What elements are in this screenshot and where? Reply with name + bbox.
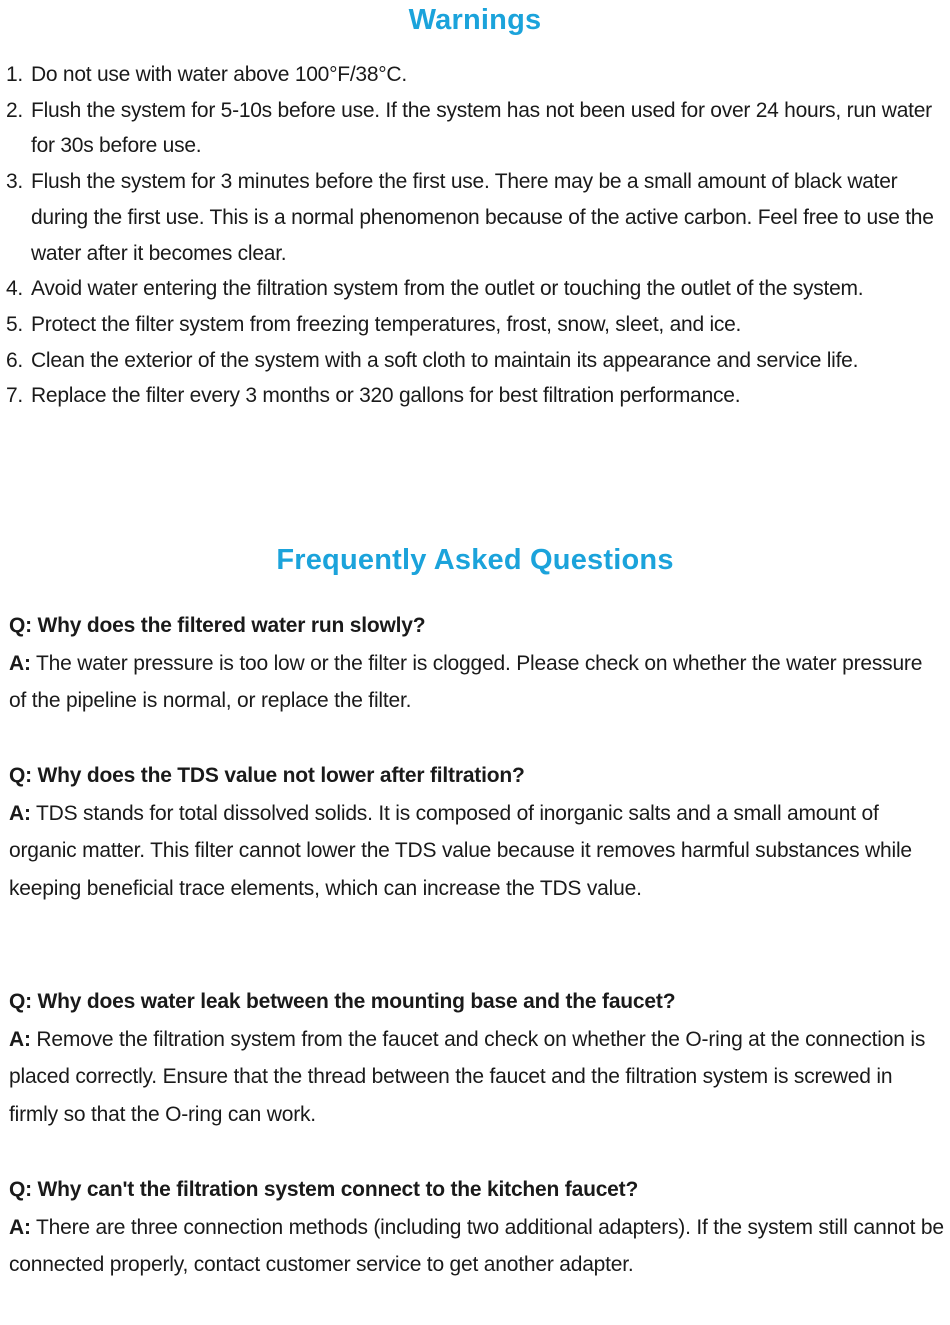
warning-text: Flush the system for 3 minutes before the first use. There may be a small amount of black water during the first use. This is a normal phenomenon because of the active carbon. Feel free to use the water after it becomes clear. (31, 170, 934, 265)
warning-text: Clean the exterior of the system with a soft cloth to maintain its appearance and service life. (31, 348, 859, 372)
faq-answer-text: The water pressure is too low or the filter is clogged. Please check on whether the water pressure of the pipeline is normal, or replace the filter. (9, 651, 923, 713)
warning-text: Do not use with water above 100°F/38°C. (31, 63, 407, 86)
warning-text: Avoid water entering the filtration system from the outlet or touching the outlet of the system. (31, 277, 864, 301)
faq-answer-text: TDS stands for total dissolved solids. It is composed of inorganic salts and a small amount of organic matter. This filter cannot lower the TDS value because it removes harmful substances while keeping beneficial trace elements, which can increase the TDS value. (9, 801, 912, 900)
faq-answer-label: A: (9, 1215, 31, 1239)
warning-text: Flush the system for 5-10s before use. If the system has not been used for over 24 hours, run water for 30s before use. (31, 98, 932, 158)
warning-number: 4. (6, 277, 24, 301)
warning-number: 2. (6, 98, 24, 122)
warnings-list (6, 57, 950, 414)
faq-item (9, 1171, 944, 1284)
faq-answer (9, 1021, 944, 1134)
faq-item (9, 983, 944, 1133)
warnings-title: Warnings (408, 4, 542, 36)
warning-text: Replace the filter every 3 months or 320 gallons for best filtration performance. (31, 384, 741, 408)
faq-answer-label: A: (9, 651, 31, 675)
faq-answer-label: A: (9, 1027, 31, 1051)
faq-item (9, 607, 944, 720)
faq-answer-label: A: (9, 801, 31, 825)
warning-item (6, 307, 950, 343)
faq-question: Q: Why does the TDS value not lower after filtration? (9, 764, 525, 787)
faq-answer-text: There are three connection methods (including two additional adapters). If the system still cannot be connected properly, contact customer service to get another adapter. (9, 1215, 944, 1277)
faq-answer-text: Remove the filtration system from the faucet and check on whether the O-ring at the connection is placed correctly. Ensure that the thread between the faucet and the filtration system is screwed in firmly so that the O-ring can work. (9, 1027, 926, 1126)
faq-question: Q: Why does water leak between the mounting base and the faucet? (9, 990, 676, 1013)
warning-number: 1. (6, 63, 24, 86)
faq-answer (9, 1209, 944, 1284)
warning-item (6, 271, 950, 307)
warning-number: 5. (6, 312, 24, 336)
faq-answer (9, 795, 944, 908)
warning-item (6, 57, 950, 93)
faq-question: Q: Why does the filtered water run slowly? (9, 614, 426, 637)
faq-answer (9, 645, 944, 720)
warning-text: Protect the filter system from freezing temperatures, frost, snow, sleet, and ice. (31, 312, 742, 336)
warning-item (6, 343, 950, 379)
faq-title: Frequently Asked Questions (276, 544, 674, 576)
warning-item (6, 93, 950, 164)
faq-question: Q: Why can't the filtration system connect to the kitchen faucet? (9, 1178, 639, 1201)
warning-number: 3. (6, 170, 24, 194)
faq-item (9, 757, 944, 907)
warning-number: 6. (6, 348, 24, 372)
warning-item (6, 164, 950, 271)
warning-item (6, 378, 950, 414)
warning-number: 7. (6, 384, 24, 408)
